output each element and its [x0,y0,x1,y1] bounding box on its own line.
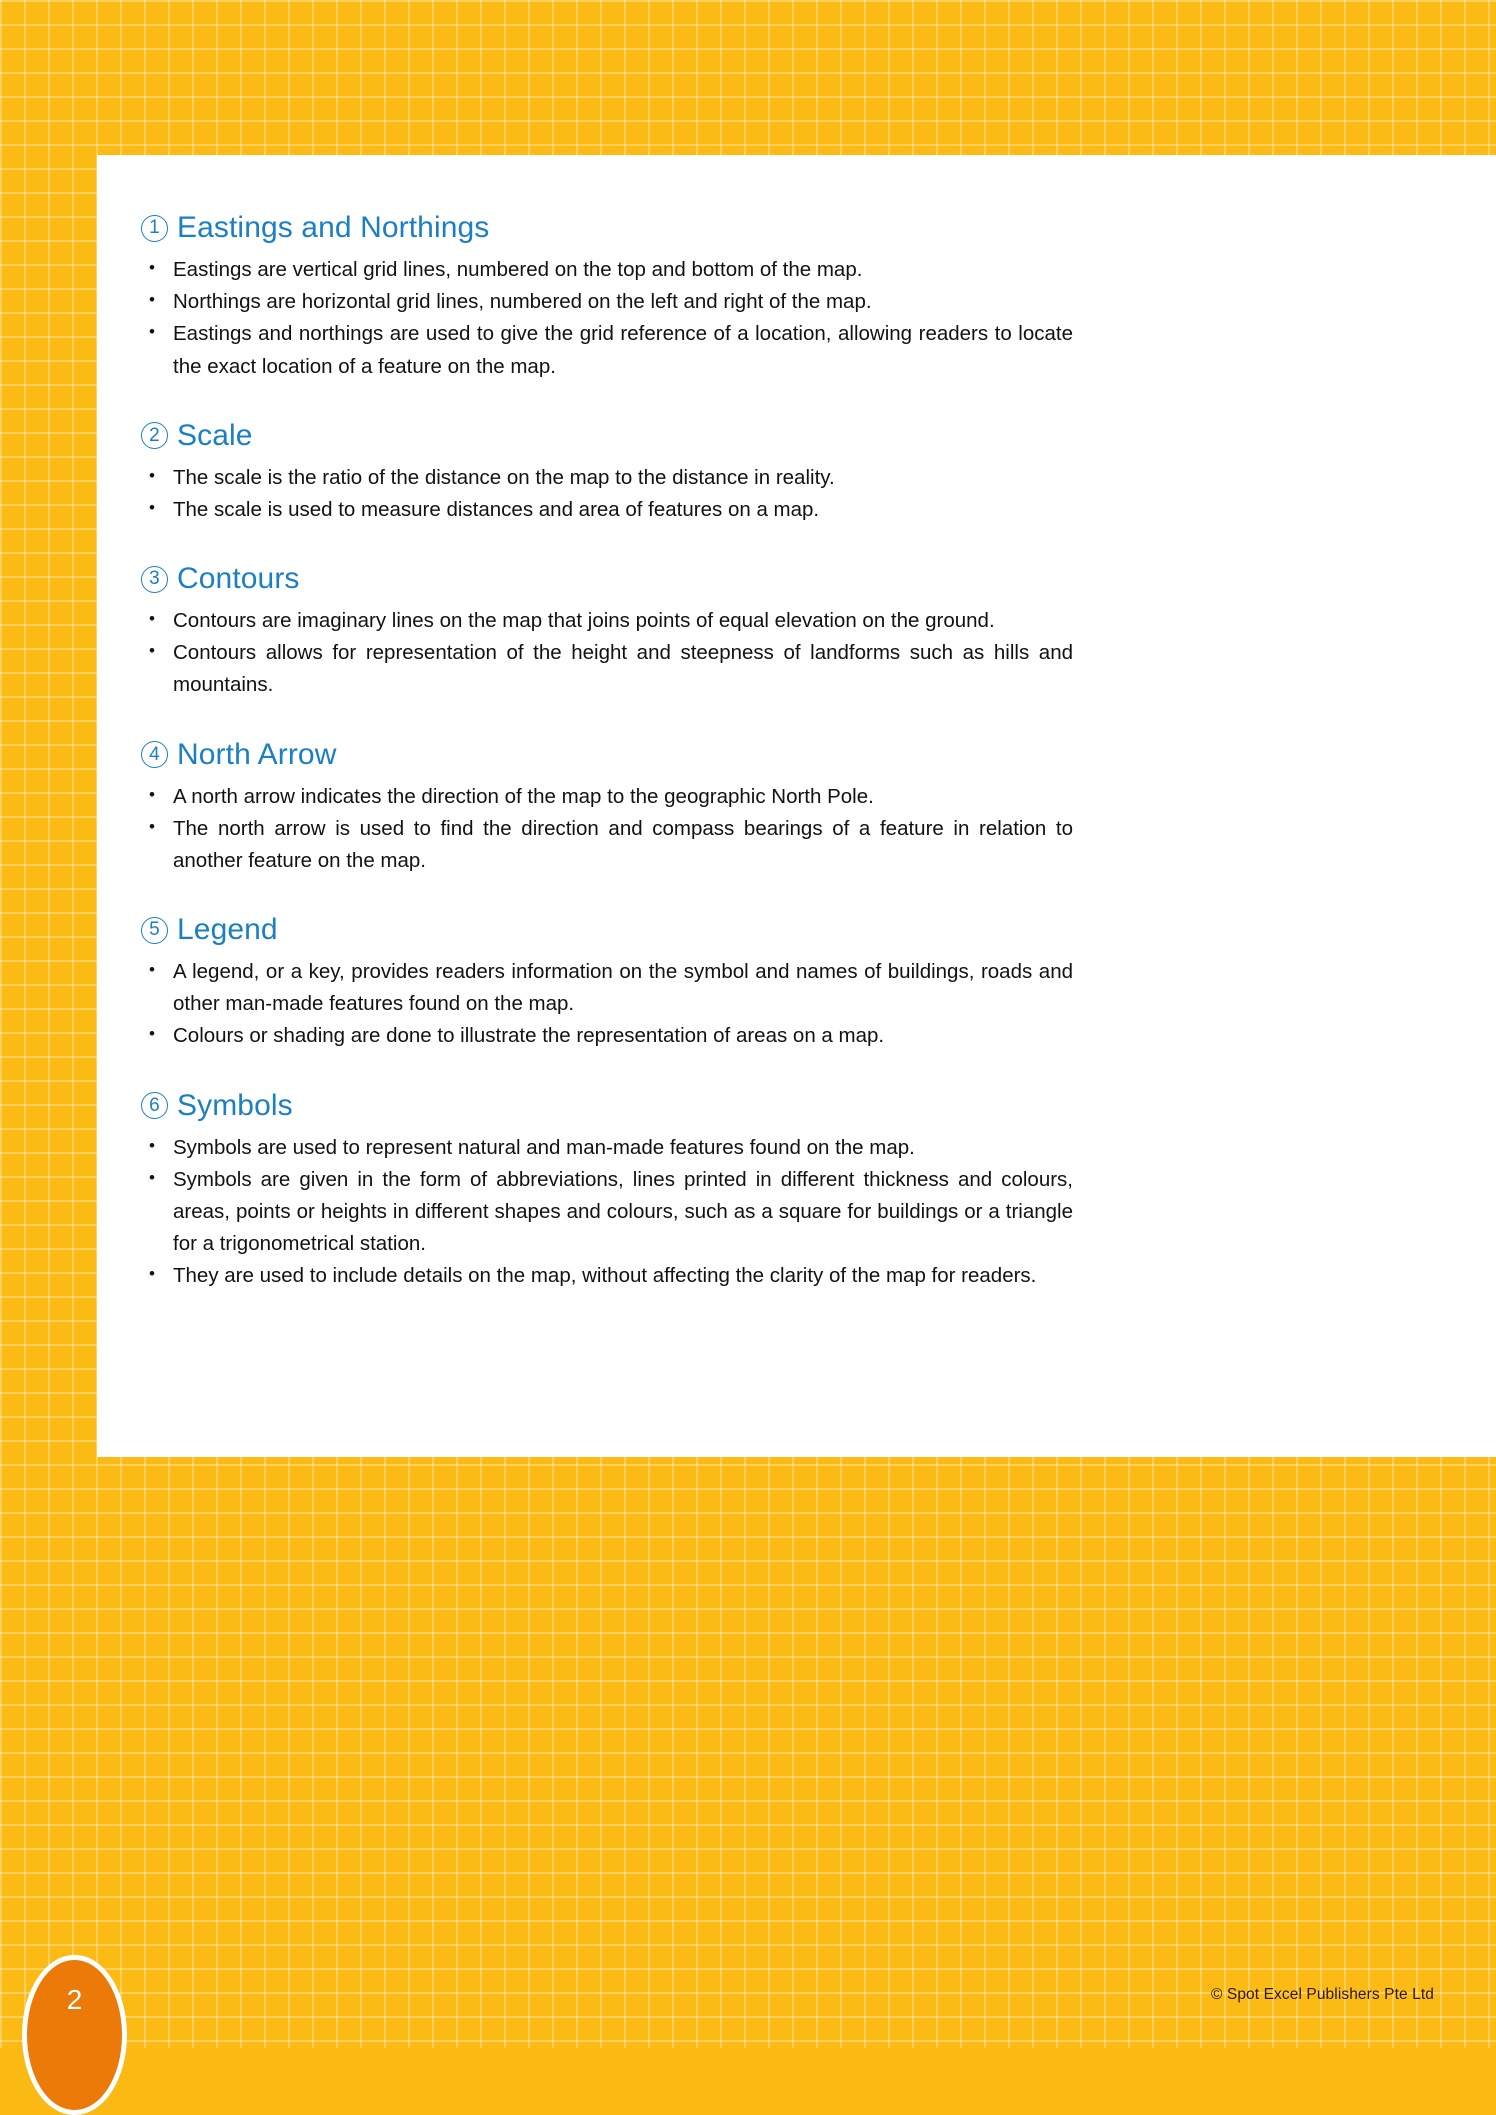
section-heading [141,564,1073,594]
section-north-arrow [141,737,1073,878]
list-item: • Contours are imaginary lines on the map that joins points of equal elevation on the ground. [141,605,1073,637]
section-number-badge: 6 [141,1092,168,1119]
content-sheet [97,155,1496,1457]
list-item: • Northings are horizontal grid lines, numbered on the left and right of the map. [141,286,1073,318]
bullet-list [141,956,1073,1053]
list-item: • Eastings are vertical grid lines, numbered on the top and bottom of the map. [141,254,1073,286]
bullet-list [141,605,1073,702]
section-number-badge: 1 [141,215,168,242]
list-item: • A north arrow indicates the direction of the map to the geographic North Pole. [141,781,1073,813]
section-title: North Arrow [177,737,337,771]
bullet-list [141,462,1073,526]
list-item: • Colours or shading are done to illustrate the representation of areas on a map. [141,1020,1073,1052]
section-number-badge: 2 [141,422,168,449]
list-item: • Symbols are given in the form of abbreviations, lines printed in different thickness and colours, areas, points or heights in different shapes and colours, such as a square for buildings or a triangle for a trigonometrical station. [141,1164,1073,1261]
list-item: • The scale is the ratio of the distance on the map to the distance in reality. [141,462,1073,494]
list-item: • Contours allows for representation of the height and steepness of landforms such as hills and mountains. [141,637,1073,701]
bullet-list [141,254,1073,383]
list-item: • Symbols are used to represent natural and man-made features found on the map. [141,1132,1073,1164]
section-heading [141,915,1073,945]
section-legend [141,915,1073,1053]
section-title: Symbols [177,1088,293,1122]
list-item: • They are used to include details on the map, without affecting the clarity of the map for readers. [141,1260,1073,1292]
page-number: 2 [66,1984,83,2015]
list-item: • A legend, or a key, provides readers information on the symbol and names of buildings, roads and other man-made features found on the map. [141,956,1073,1020]
section-contours [141,564,1073,702]
section-number-badge: 3 [141,566,168,593]
list-item: • The north arrow is used to find the direction and compass bearings of a feature in relation to another feature on the map. [141,813,1073,877]
section-title: Scale [177,418,253,452]
content-body [141,213,1073,1330]
section-heading [141,418,1073,452]
section-heading [141,1088,1073,1122]
copyright-notice: © Spot Excel Publishers Pte Ltd [1210,1986,1434,2003]
section-eastings-and-northings [141,213,1073,383]
section-number-badge: 4 [141,741,168,768]
section-title: Legend [177,913,278,947]
section-number-badge: 5 [141,917,168,944]
section-scale [141,418,1073,526]
section-heading [141,737,1073,771]
section-title: Contours [177,562,300,596]
section-title: Eastings and Northings [177,211,490,244]
bullet-list [141,781,1073,878]
list-item: • The scale is used to measure distances and area of features on a map. [141,494,1073,526]
section-symbols [141,1088,1073,1293]
page-number-badge [22,1955,127,2115]
bullet-list [141,1132,1073,1293]
list-item: • Eastings and northings are used to give the grid reference of a location, allowing readers to locate the exact location of a feature on the map. [141,318,1073,382]
section-heading [141,213,1073,243]
